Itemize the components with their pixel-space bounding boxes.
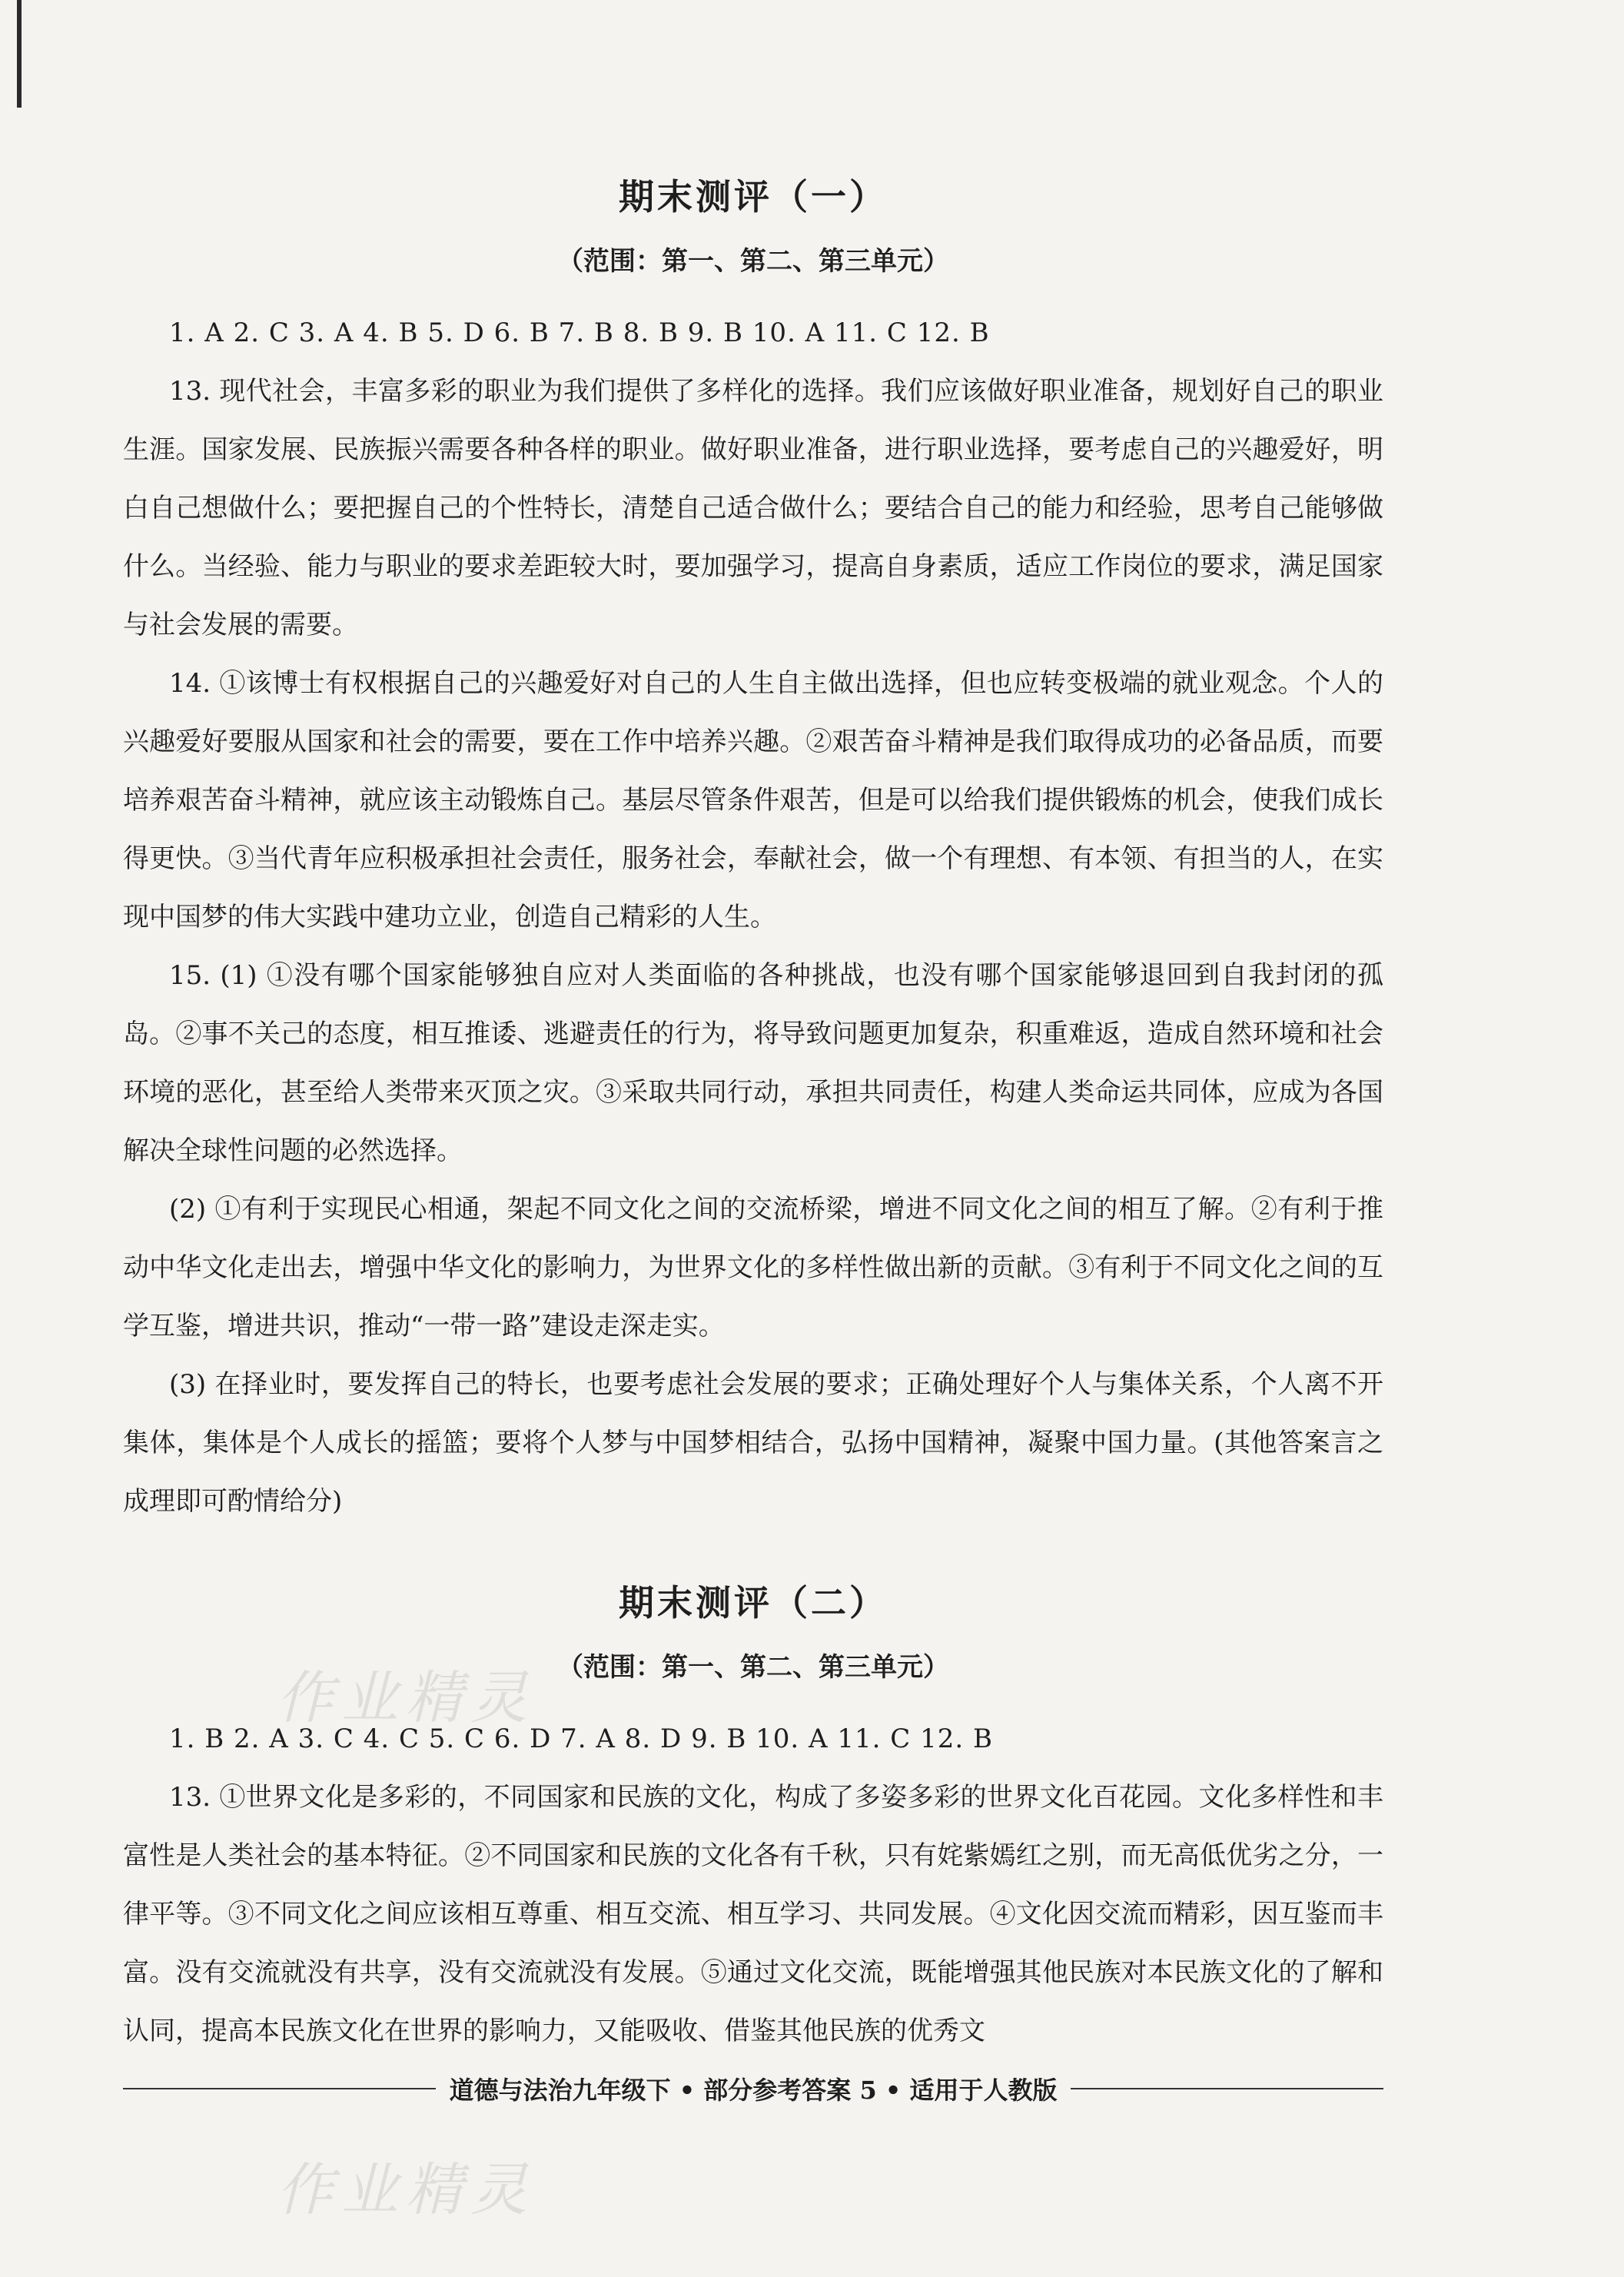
section-final-test-1	[123, 169, 1383, 1531]
section-final-test-2	[123, 1575, 1383, 2060]
section-title: 期末测评（二）	[619, 1582, 888, 1624]
multiple-choice-answers: 1. B 2. A 3. C 4. C 5. C 6. D 7. A 8. D 9. B 10. A 11. C 12. B	[169, 1724, 993, 1754]
section-range: （范围：第一、第二、第三单元）	[557, 1652, 949, 1683]
page-footer	[123, 2071, 1383, 2106]
answer-15-2: (2) ①有利于实现民心相通，架起不同文化之间的交流桥梁，增进不同文化之间的相互了解。②有利于推动中华文化走出去，增强中华文化的影响力，为世界文化的多样性做出新的贡献。③有利于不同文化之间的互学互鉴，增进共识，推动“一带一路”建设走深走实。	[123, 1194, 1383, 1341]
watermark: 作业精灵	[277, 2157, 535, 2223]
answer-page	[123, 169, 1383, 2060]
multiple-choice-answers: 1. A 2. C 3. A 4. B 5. D 6. B 7. B 8. B 9. B 10. A 11. C 12. B	[169, 317, 990, 348]
watermark: 作业精灵	[277, 1665, 535, 1731]
section-range: （范围：第一、第二、第三单元）	[557, 246, 949, 277]
answer-14: 14. ①该博士有权根据自己的兴趣爱好对自己的人生自主做出选择，但也应转变极端的就业观念。个人的兴趣爱好要服从国家和社会的需要，要在工作中培养兴趣。②艰苦奋斗精神是我们取得成功的必备品质，而要培养艰苦奋斗精神，就应该主动锻炼自己。基层尽管条件艰苦，但是可以给我们提供锻炼的机会，使我们成长得更快。③当代青年应积极承担社会责任，服务社会，奉献社会，做一个有理想、有本领、有担当的人，在实现中国梦的伟大实践中建功立业，创造自己精彩的人生。	[123, 668, 1383, 932]
answer-15-1: 15. (1) ①没有哪个国家能够独自应对人类面临的各种挑战，也没有哪个国家能够退回到自我封闭的孤岛。②事不关己的态度，相互推诿、逃避责任的行为，将导致问题更加复杂，积重难返，造成自然环境和社会环境的恶化，甚至给人类带来灭顶之灾。③采取共同行动，承担共同责任，构建人类命运共同体，应成为各国解决全球性问题的必然选择。	[123, 960, 1383, 1166]
answer-13: 13. ①世界文化是多彩的，不同国家和民族的文化，构成了多姿多彩的世界文化百花园。文化多样性和丰富性是人类社会的基本特征。②不同国家和民族的文化各有千秋，只有姹紫嫣红之别，而无高低优劣之分，一律平等。③不同文化之间应该相互尊重、相互交流、相互学习、共同发展。④文化因交流而精彩，因互鉴而丰富。没有交流就没有共享，没有交流就没有发展。⑤通过文化交流，既能增强其他民族对本民族文化的了解和认同，提高本民族文化在世界的影响力，又能吸收、借鉴其他民族的优秀文	[123, 1782, 1383, 2046]
footer-text: 道德与法治九年级下 • 部分参考答案 5 • 适用于人教版	[449, 2076, 1058, 2105]
answer-13: 13. 现代社会，丰富多彩的职业为我们提供了多样化的选择。我们应该做好职业准备，规划好自己的职业生涯。国家发展、民族振兴需要各种各样的职业。做好职业准备，进行职业选择，要考虑自己的兴趣爱好，明白自己想做什么；要把握自己的个性特长，清楚自己适合做什么；要结合自己的能力和经验，思考自己能够做什么。当经验、能力与职业的要求差距较大时，要加强学习，提高自身素质，适应工作岗位的要求，满足国家与社会发展的需要。	[123, 376, 1383, 640]
footer-rule-right	[1071, 2088, 1383, 2089]
scan-edge	[17, 0, 22, 108]
footer-rule-left	[123, 2088, 436, 2089]
section-title: 期末测评（一）	[619, 176, 888, 218]
answer-15-3: (3) 在择业时，要发挥自己的特长，也要考虑社会发展的要求；正确处理好个人与集体关系，个人离不开集体，集体是个人成长的摇篮；要将个人梦与中国梦相结合，弘扬中国精神，凝聚中国力量。(其他答案言之成理即可酌情给分)	[123, 1369, 1383, 1517]
